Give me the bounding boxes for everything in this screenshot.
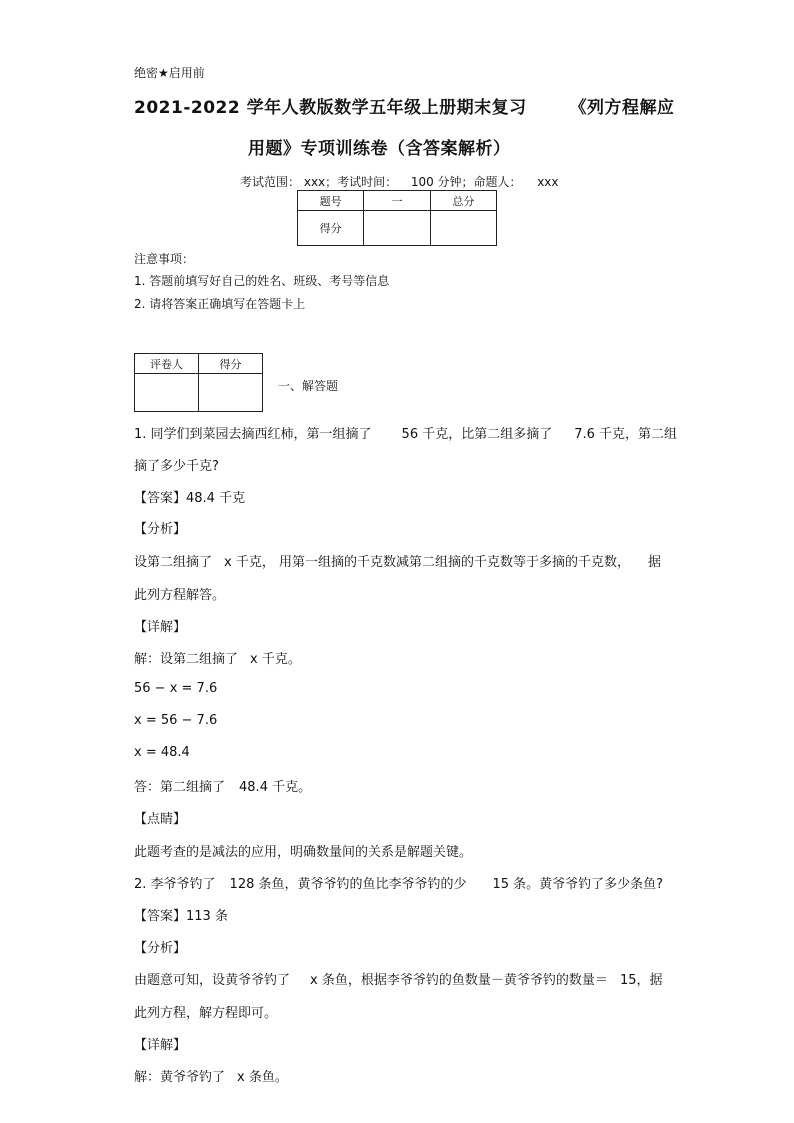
q1-analysis-line1 [134,551,630,570]
q2-analysis-b: x 条鱼，根据李爷爷钓的鱼数量－黄爷爷钓的数量＝ [310,973,608,988]
q2-analysis-line2: 此列方程，解方程即可。 [134,1006,278,1021]
q1-text-a: 1. 同学们到菜园去摘西红柿，第一组摘了 [134,427,372,442]
q2-detail-b: x 条鱼。 [237,1070,288,1085]
q2-text-a: 2. 李爷爷钓了 [134,877,216,892]
page-title-line2: 用题》专项训练卷（含答案解析） [248,139,511,159]
score-table [297,190,497,246]
q1-comment: 此题考查的是减法的应用，明确数量间的关系是解题关键。 [134,845,473,860]
q1-analysis-label: 【分析】 [134,522,187,537]
q1-equation-2: x = 56 − 7.6 [134,713,218,728]
q1-final-answer-a: 答：第二组摘了 [134,780,226,795]
q2-analysis-c: 15，据 [620,973,663,988]
q1-detail-line1 [134,648,301,667]
q1-detail-b: x 千克。 [250,652,301,667]
q2-answer: 【答案】113 条 [134,909,228,924]
notes-title: 注意事项： [134,252,195,266]
exam-time: 100 分钟；命题人： [410,175,522,189]
exam-author: xxx [537,175,559,189]
score-header-total: 总分 [430,191,496,211]
q2-analysis-line1 [134,969,608,988]
q1-analysis-b: x 千克， 用第一组摘的千克数减第二组摘的千克数等于多摘的千克数， [224,555,630,570]
q1-text-b: 56 千克，比第二组多摘了 [401,427,553,442]
grader-table [134,353,263,412]
score-cell-total[interactable] [430,211,496,246]
score-cell-one[interactable] [364,211,430,246]
q1-answer: 【答案】48.4 千克 [134,491,246,506]
q1-final-answer-b: 48.4 千克。 [239,780,312,795]
grader-cell-reviewer[interactable] [135,374,199,412]
q2-text-line1 [134,873,663,892]
notes-item-1: 1. 答题前填写好自己的姓名、班级、考号等信息 [134,274,390,288]
q1-final-answer [134,776,311,795]
title-part-b: 《列方程解应 [569,98,675,118]
q2-text-b: 128 条鱼，黄爷爷钓的鱼比李爷爷钓的少 [229,877,467,892]
grader-cell-score[interactable] [199,374,263,412]
exam-info [240,173,559,190]
exam-range-label: 考试范围： [240,175,301,189]
q1-text-c: 7.6 千克，第二组 [574,427,678,442]
q2-detail-label: 【详解】 [134,1038,187,1053]
q1-equation-1: 56 − x = 7.6 [134,681,218,696]
secret-label: 绝密★启用前 [134,66,205,80]
q1-analysis-line2: 此列方程解答。 [134,588,226,603]
q2-detail-a: 解：黄爷爷钓了 [134,1070,226,1085]
page-title-line1 [134,93,674,118]
q2-analysis-label: 【分析】 [134,941,187,956]
exam-range: xxx；考试时间： [303,175,398,189]
q2-detail-line1 [134,1066,288,1085]
grader-header-reviewer: 评卷人 [135,354,199,374]
score-row-label: 得分 [298,211,364,246]
score-header-question: 题号 [298,191,364,211]
q2-analysis-a: 由题意可知，设黄爷爷钓了 [134,973,291,988]
q1-equation-3: x = 48.4 [134,745,190,760]
score-header-one: 一 [364,191,430,211]
q1-detail-a: 解：设第二组摘了 [134,652,239,667]
q1-detail-label: 【详解】 [134,620,187,635]
section-title: 一、解答题 [278,379,339,393]
q2-text-c: 15 条。黄爷爷钓了多少条鱼? [492,877,664,892]
q1-text-line2: 摘了多少千克? [134,459,219,474]
q1-comment-label: 【点睛】 [134,812,187,827]
q1-analysis-c: 据 [648,555,662,570]
grader-header-score: 得分 [199,354,263,374]
notes-item-2: 2. 请将答案正确填写在答题卡上 [134,297,306,311]
title-part-a: 2021-2022 学年人教版数学五年级上册期末复习 [134,98,527,118]
q1-text-line1 [134,423,677,442]
q1-analysis-a: 设第二组摘了 [134,555,213,570]
